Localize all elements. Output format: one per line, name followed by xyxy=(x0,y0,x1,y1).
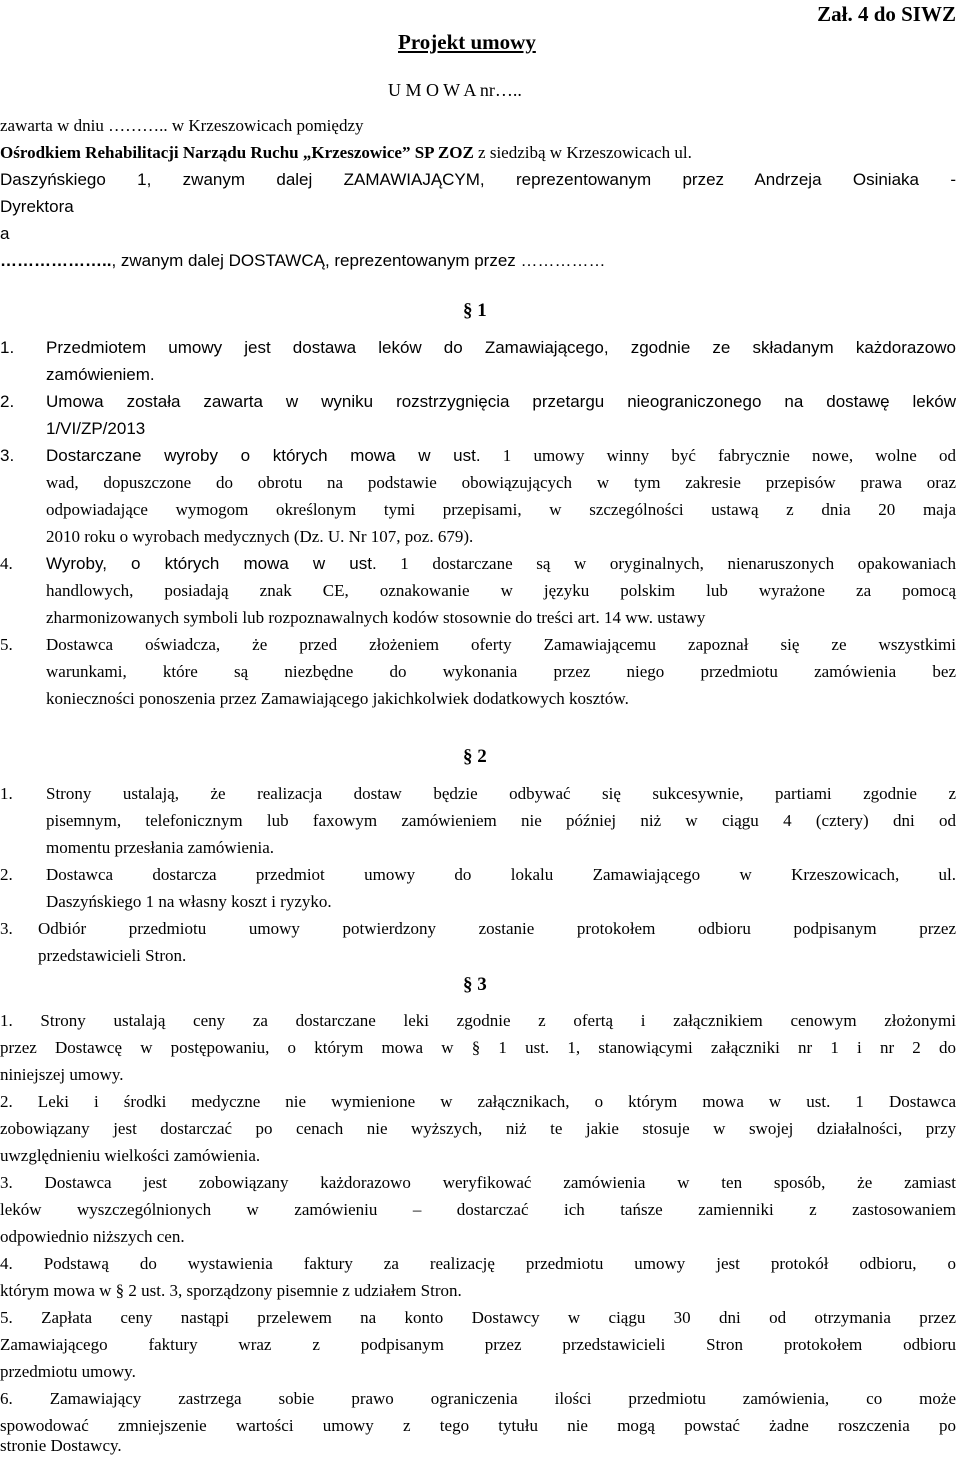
clause-line: zobowiązany jest dostarczać po cenach nie wyższych, niż te jakie stosuje w swojej działalności, przy xyxy=(0,1119,956,1138)
parties-line: Daszyńskiego 1, zwanym dalej ZAMAWIAJĄCYM, reprezentowanym przez Andrzeja Osiniaka - xyxy=(0,170,956,189)
item-number: 1. xyxy=(0,338,15,357)
clause-line: Wyroby, o których mowa w ust. 1 dostarczane są w oryginalnych, nienaruszonych opakowaniach xyxy=(46,554,956,573)
clause-line: Strony ustalają, że realizacja dostaw będzie odbywać się sukcesywnie, partiami zgodnie z xyxy=(46,784,956,803)
clause-line: 5. Zapłata ceny nastąpi przelewem na konto Dostawcy w ciągu 30 dni od otrzymania przez xyxy=(0,1308,956,1327)
clause-line: leków wyszczególnionych w zamówieniu – dostarczać ich tańsze zamienniki z zastosowaniem xyxy=(0,1200,956,1219)
item-number: 2. xyxy=(0,392,15,411)
clause-line: Odbiór przedmiotu umowy potwierdzony zostanie protokołem odbioru podpisanym przez xyxy=(38,919,956,938)
clause-line: 1. Strony ustalają ceny za dostarczane leki zgodnie z ofertą i załącznikiem cenowym złożonymi xyxy=(0,1011,956,1030)
parties-line: Dyrektora xyxy=(0,197,74,216)
section-heading: § 2 xyxy=(463,746,487,767)
parties-line: ……………….., zwanym dalej DOSTAWCĄ, reprezentowanym przez …………… xyxy=(0,251,606,270)
clause-line: Umowa została zawarta w wyniku rozstrzygnięcia przetargu nieograniczonego na dostawę leków xyxy=(46,392,956,411)
clause-line: 4. Podstawą do wystawienia faktury za realizację przedmiotu umowy jest protokół odbioru, o xyxy=(0,1254,956,1273)
clause-line: odpowiednio niższych cen. xyxy=(0,1227,185,1246)
clause-line: uwzględnieniu wielkości zamówienia. xyxy=(0,1146,261,1165)
clause-line: zamówieniem. xyxy=(46,365,155,384)
clause-line: konieczności ponoszenia przez Zamawiającego jakichkolwiek dodatkowych kosztów. xyxy=(46,689,629,708)
clause-line: pisemnym, telefonicznym lub faxowym zamówieniem nie później niż w ciągu 4 (cztery) dni od xyxy=(46,811,956,830)
clause-line: Dostawca oświadcza, że przed złożeniem oferty Zamawiającemu zapoznał się ze wszystkimi xyxy=(46,635,956,654)
parties-line: a xyxy=(0,224,10,243)
clause-line: 2. Leki i środki medyczne nie wymienione w załącznikach, o którym mowa w ust. 1 Dostawca xyxy=(0,1092,956,1111)
clause-line: odpowiadające wymogom określonym tymi przepisami, w szczególności ustawą z dnia 20 maja xyxy=(46,500,956,519)
clause-line: 2010 roku o wyrobach medycznych (Dz. U. Nr 107, poz. 679). xyxy=(46,527,474,546)
hospital-name: Ośrodkiem Rehabilitacji Narządu Ruchu „Krzeszowice” SP ZOZ xyxy=(0,143,474,162)
clause-line: zharmonizowanych symboli lub rozpoznawalnych kodów stosownie do treści art. 14 ww. ustawy xyxy=(46,608,706,627)
item-number: 2. xyxy=(0,865,13,884)
parties-line: zawarta w dniu ……….. w Krzeszowicach pomiędzy xyxy=(0,116,364,135)
item-number: 5. xyxy=(0,635,13,654)
clause-line: przez Dostawcę w postępowaniu, o którym mowa w § 1 ust. 1, stanowiącymi załączniki nr 1 i nr 2 do xyxy=(0,1038,956,1057)
clause-line: 6. Zamawiający zastrzega sobie prawo ograniczenia ilości przedmiotu zamówienia, co może xyxy=(0,1389,956,1408)
clause-line: przedstawicieli Stron. xyxy=(38,946,187,965)
clause-line: Dostawca dostarcza przedmiot umowy do lokalu Zamawiającego w Krzeszowicach, ul. xyxy=(46,865,956,884)
document-title: Projekt umowy xyxy=(398,30,536,54)
item-number: 3. xyxy=(0,919,13,938)
item-number: 1. xyxy=(0,784,13,803)
clause-line: Daszyńskiego 1 na własny koszt i ryzyko. xyxy=(46,892,332,911)
clause-line: niniejszej umowy. xyxy=(0,1065,124,1084)
clause-line: Dostarczane wyroby o których mowa w ust. 1 umowy winny być fabrycznie nowe, wolne od xyxy=(46,446,956,465)
clause-line: handlowych, posiadają znak CE, oznakowanie w języku polskim lub wyrażone za pomocą xyxy=(46,581,956,600)
parties-line: Ośrodkiem Rehabilitacji Narządu Ruchu „Krzeszowice” SP ZOZ z siedzibą w Krzeszowicach ul. xyxy=(0,143,692,162)
clause-line: momentu przesłania zamówienia. xyxy=(46,838,274,857)
contract-number: U M O W A nr….. xyxy=(388,80,522,100)
clause-line: którym mowa w § 2 ust. 3, sporządzony pisemnie z udziałem Stron. xyxy=(0,1281,462,1300)
clause-line: przedmiotu umowy. xyxy=(0,1362,136,1381)
clause-line: Przedmiotem umowy jest dostawa leków do Zamawiającego, zgodnie ze składanym każdorazowo xyxy=(46,338,956,357)
section-heading: § 3 xyxy=(463,974,487,995)
clause-line: spowodować zmniejszenie wartości umowy z tego tytułu nie mogą powstać żadne roszczenia po xyxy=(0,1416,956,1435)
clause-line: Zamawiającego faktury wraz z podpisanym przez przedstawicieli Stron protokołem odbioru xyxy=(0,1335,956,1354)
item-number: 4. xyxy=(0,554,13,573)
section-heading: § 1 xyxy=(463,300,487,321)
clause-line: wad, dopuszczone do obrotu na podstawie obowiązujących w tym zakresie przepisów prawa oraz xyxy=(46,473,956,492)
clause-line: warunkami, które są niezbędne do wykonania przez niego przedmiotu zamówienia bez xyxy=(46,662,956,681)
attachment-label: Zał. 4 do SIWZ xyxy=(817,2,956,26)
clause-line: 1/VI/ZP/2013 xyxy=(46,419,146,438)
clause-line: 3. Dostawca jest zobowiązany każdorazowo weryfikować zamówienia w ten sposób, że zamiast xyxy=(0,1173,956,1192)
item-number: 3. xyxy=(0,446,15,465)
clause-line: stronie Dostawcy. xyxy=(0,1436,122,1455)
